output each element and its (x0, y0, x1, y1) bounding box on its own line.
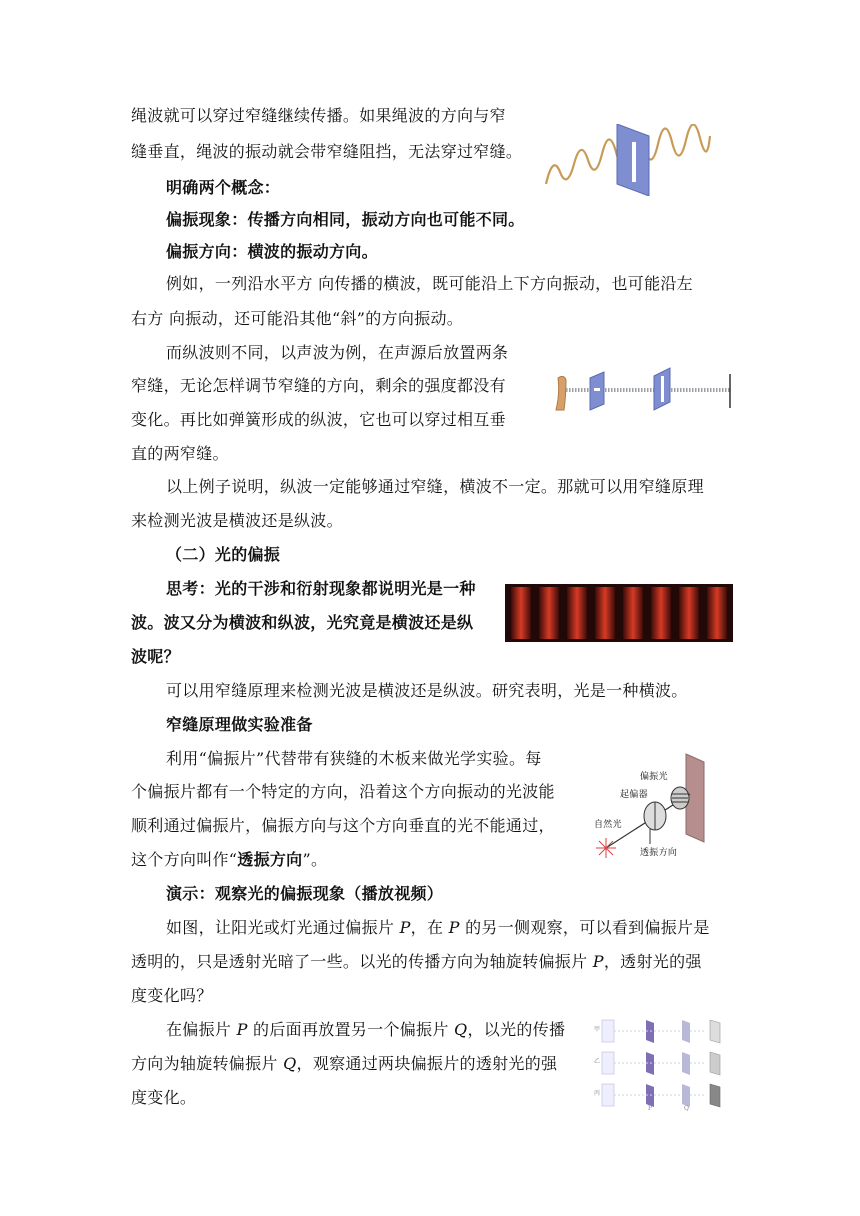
text-line-20: 利用“偏振片”代替带有狭缝的木板来做光学实验。每 (166, 749, 542, 768)
fringe-band (595, 587, 615, 639)
text-segment: ，观察通过两块偏振片的透射光的强 (296, 1054, 558, 1073)
text-segment: ，在 (410, 918, 449, 937)
text-line-18: 可以用窄缝原理来检测光波是横波还是纵波。研究表明，光是一种横波。 (166, 681, 688, 700)
text-segment: 如图，让阳光或灯光通过偏振片 (166, 918, 400, 937)
text-segment: 这个方向叫作“ (131, 850, 238, 869)
text-segment: 方向为轴旋转偏振片 (131, 1054, 284, 1073)
text-segment: 的后面再放置另一个偏振片 (247, 1020, 455, 1039)
mark-p: P (648, 1105, 653, 1112)
think-line-2: 波。波又分为横波和纵波，光究竟是横波还是纵 (131, 613, 474, 632)
text-line-25 (166, 918, 710, 938)
fringe-band (511, 587, 531, 639)
two-polarizer-diagram (594, 1018, 724, 1112)
text-line-13: 来检测光波是横波还是纵波。 (131, 511, 343, 530)
experiment-row (602, 1052, 720, 1075)
var-p: P (236, 1020, 248, 1039)
var-p: P (448, 918, 460, 937)
rope-wave-figure (543, 124, 713, 196)
text-line-30: 度变化。 (131, 1088, 197, 1107)
text-line-1: 绳波就可以穿过窄缝继续传播。如果绳波的方向与窄 (131, 106, 506, 125)
var-q: Q (454, 1020, 468, 1039)
text-line-26 (131, 952, 702, 972)
text-segment: 在偏振片 (166, 1020, 237, 1039)
var-p: P (592, 952, 604, 971)
text-line-7: 右方 向振动，还可能沿其他“斜”的方向振动。 (131, 309, 464, 328)
text-line-10: 变化。再比如弹簧形成的纵波，它也可以穿过相互垂 (131, 410, 506, 429)
label-polarizer: 起偏器 (620, 790, 648, 800)
row-label-2: 乙 (594, 1058, 601, 1065)
slit-opening (632, 142, 636, 182)
fringe-band (707, 587, 727, 639)
section-heading: （二）光的偏振 (166, 545, 281, 564)
mark-q: Q (684, 1105, 690, 1112)
var-p: P (399, 918, 411, 937)
label-natural-light: 自然光 (594, 820, 622, 830)
fringe-band (539, 587, 559, 639)
text-line-27: 度变化吗？ (131, 986, 213, 1005)
think-line-3: 波呢？ (131, 647, 180, 666)
row-label-1: 甲 (594, 1026, 601, 1033)
concept-heading: 明确两个概念： (166, 178, 281, 197)
experiment-row (602, 1084, 720, 1107)
natural-light-star (596, 838, 616, 858)
row-label-3: 丙 (594, 1090, 601, 1097)
diffraction-fringes-figure (505, 584, 733, 642)
text-line-21: 个偏振片都有一个特定的方向，沿着这个方向振动的光波能 (131, 782, 555, 801)
experiment-row (602, 1020, 720, 1043)
two-polarizer-figure (594, 1018, 724, 1112)
fringe-band (567, 587, 587, 639)
text-line-8: 而纵波则不同，以声波为例，在声源后放置两条 (166, 343, 509, 362)
text-line-23 (131, 850, 327, 870)
text-segment: 的另一侧观察，可以看到偏振片是 (459, 918, 710, 937)
text-line-22: 顺利通过偏振片，偏振方向与这个方向垂直的光不能通过， (131, 816, 555, 835)
label-polarized-light: 偏振光 (640, 772, 668, 782)
text-segment: ”。 (302, 850, 328, 869)
text-line-28 (166, 1020, 565, 1040)
polarization-phenomenon: 偏振现象：传播方向相同，振动方向也可能不同。 (166, 210, 525, 229)
text-segment: ，以光的传播 (467, 1020, 566, 1039)
text-line-29 (131, 1054, 557, 1074)
label-transmission-axis: 透振方向 (640, 848, 678, 858)
think-line-1: 思考：光的干涉和衍射现象都说明光是一种 (166, 579, 476, 598)
text-line-2: 缝垂直，绳波的振动就会带窄缝阻挡，无法穿过窄缝。 (131, 142, 523, 161)
fringe-band (623, 587, 643, 639)
text-line-9: 窄缝，无论怎样调节窄缝的方向，剩余的强度都没有 (131, 376, 506, 395)
fringe-band (679, 587, 699, 639)
text-segment: ，透射光的强 (603, 952, 702, 971)
experiment-prep-heading: 窄缝原理做实验准备 (166, 715, 313, 734)
var-q: Q (283, 1054, 297, 1073)
transmission-axis-term: 透振方向 (237, 850, 303, 869)
text-line-12: 以上例子说明，纵波一定能够通过窄缝，横波不一定。那就可以用窄缝原理 (166, 477, 704, 496)
slit-opening-1 (594, 388, 600, 391)
polarization-direction: 偏振方向：横波的振动方向。 (166, 242, 378, 261)
text-line-11: 直的两窄缝。 (131, 444, 229, 463)
text-line-6: 例如，一列沿水平方 向传播的横波，既可能沿上下方向振动，也可能沿左 (166, 274, 693, 293)
sound-source (556, 376, 566, 410)
fringe-band (651, 587, 671, 639)
polarizer-figure (590, 752, 730, 864)
text-segment: 透明的，只是透射光暗了一些。以光的传播方向为轴旋转偏振片 (131, 952, 593, 971)
demo-heading: 演示：观察光的偏振现象（播放视频） (166, 884, 444, 903)
spring-wave-figure (552, 364, 734, 416)
slit-opening-2 (661, 376, 664, 402)
